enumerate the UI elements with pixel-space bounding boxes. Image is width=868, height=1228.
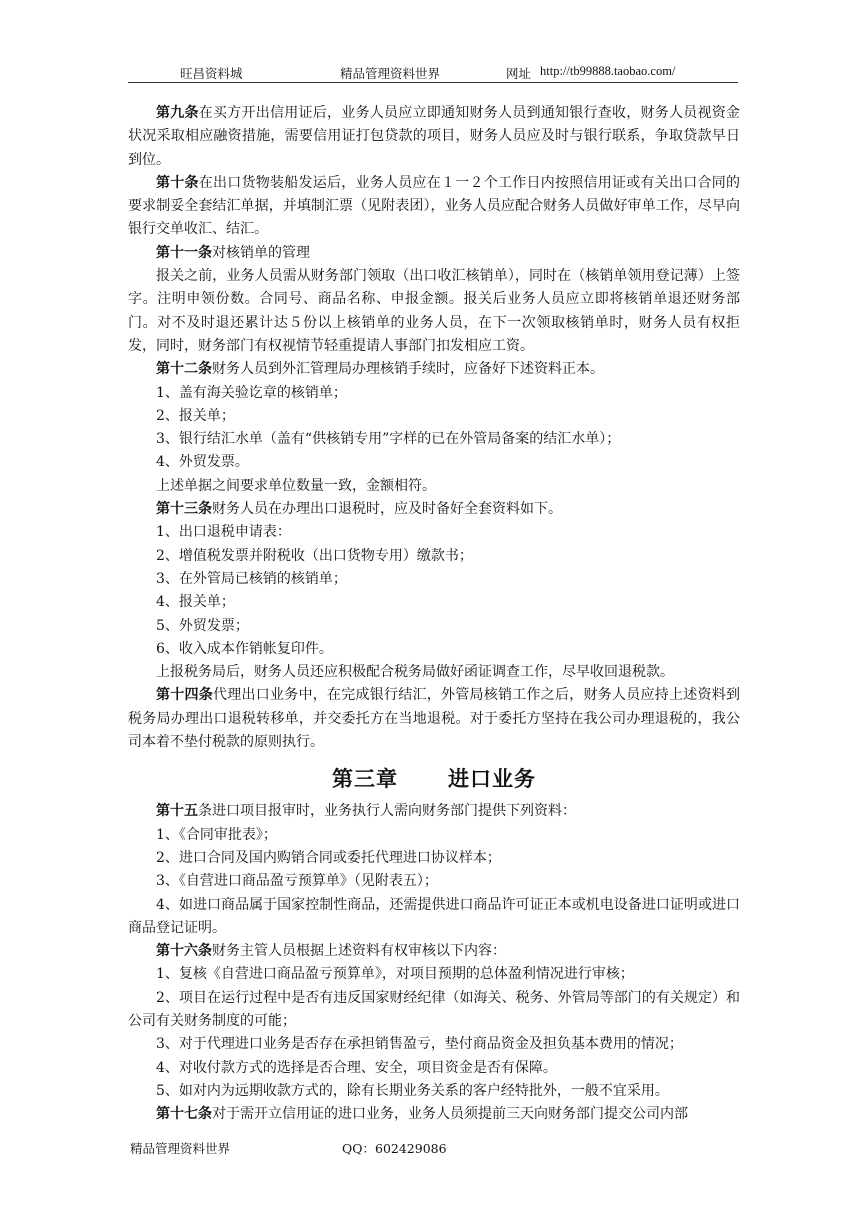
chapter-number: 第三章 [332,766,398,792]
section-export [128,102,740,754]
paragraph-text: 财务主管人员根据上述资料有权审核以下内容： [212,943,506,960]
paragraph [128,568,740,591]
paragraph [128,498,740,521]
paragraph [128,242,740,265]
article-number: 第十五 [156,803,198,820]
paragraph-text: 3、银行结汇水单（盖有“供核销专用”字样的已在外管局备案的结汇水单）； [156,431,621,448]
paragraph-text: 3、《自营进口商品盈亏预算单》（见附表五）； [156,873,438,890]
paragraph-text: 4、如进口商品属于国家控制性商品，还需提供进口商品许可证正本或机电设备进口证明或进口商品登记证明。 [128,896,740,936]
paragraph-text: 上报税务局后，财务人员还应积极配合税务局做好函证调查工作，尽早收回退税款。 [156,664,674,681]
paragraph-text: 4、对收付款方式的选择是否合理、安全，项目资金是否有保障。 [156,1059,557,1076]
paragraph [128,894,740,941]
page-footer [128,1139,738,1159]
paragraph [128,102,740,172]
paragraph-text: 5、外贸发票； [156,617,249,634]
paragraph [128,545,740,568]
footer-qq: QQ：602429086 [342,1141,447,1156]
paragraph-text: 条进口项目报审时，业务执行人需向财务部门提供下列资料： [198,803,576,820]
paragraph [128,591,740,614]
paragraph-text: 2、项目在运行过程中是否有违反国家财经纪律（如海关、税务、外管局等部门的有关规定）和公司有关财务制度的可能； [128,989,740,1029]
paragraph-text: 1、出口退税申请表： [156,524,291,541]
paragraph-text: 4、外贸发票。 [156,454,249,471]
paragraph-text: 财务人员到外汇管理局办理核销手续时，应备好下述资料正本。 [212,361,604,378]
chapter-title: 进口业务 [448,766,536,792]
paragraph [128,428,740,451]
paragraph-text: 1、盖有海关验讫章的核销单； [156,384,347,401]
article-number: 第十七条 [156,1106,212,1123]
header-url[interactable]: http://tb99888.taobao.com/ [540,64,676,78]
paragraph-text: 对核销单的管理 [212,244,310,261]
paragraph-text: 在买方开出信用证后，业务人员应立即通知财务人员到通知银行查收，财务人员视资金状况采取相应融资措施，需要信用证打包贷款的项目，财务人员应及时与银行联系，争取贷款早日到位。 [128,105,740,168]
header-url-label: 网址 [506,66,532,81]
paragraph-text: 财务人员在办理出口退税时，应及时备好全套资料如下。 [212,501,562,518]
header-middle-text: 精品管理资料世界 [340,66,441,81]
article-number: 第十一条 [156,244,212,261]
article-number: 第九条 [156,105,199,121]
paragraph-text: 2、进口合同及国内购销合同或委托代理进口协议样本； [156,849,501,866]
chapter-heading [128,764,740,794]
paragraph [128,824,740,847]
paragraph [128,1080,740,1103]
paragraph [128,1033,740,1056]
paragraph [128,870,740,893]
paragraph [128,963,740,986]
paragraph [128,405,740,428]
paragraph-text: 3、对于代理进口业务是否存在承担销售盈亏，垫付商品资金及担负基本费用的情况； [156,1036,683,1053]
paragraph [128,638,740,661]
article-number: 第十条 [156,174,199,191]
paragraph-text: 3、在外管局已核销的核销单； [156,570,347,587]
header-left-text: 旺昌资料城 [180,66,243,81]
document-body [128,102,740,1126]
paragraph [128,987,740,1034]
paragraph-text: 2、增值税发票并附税收（出口货物专用）缴款书； [156,547,473,564]
paragraph [128,684,740,754]
section-import [128,800,740,1126]
paragraph [128,475,740,498]
paragraph [128,382,740,405]
page-header [128,62,738,83]
paragraph-text: 上述单据之间要求单位数量一致，金额相符。 [156,477,436,494]
paragraph [128,661,740,684]
paragraph-text: 报关之前，业务人员需从财务部门领取（出口收汇核销单），同时在（核销单领用登记薄）上签字。注明申领份数。合同号、商品名称、申报金额。报关后业务人员应立即将核销单退还财务部门。对不及时退还累计达５份以上核销单的业务人员，在下一次领取核销单时，财务人员有权拒发，同时，财务部门有权视情节轻重提请人事部门扣发相应工资。 [128,268,740,354]
paragraph-text: 2、报关单； [156,407,235,424]
paragraph-text: 6、收入成本作销帐复印件。 [156,640,333,657]
paragraph [128,1057,740,1080]
paragraph [128,615,740,638]
paragraph-text: 1、《合同审批表》； [156,826,277,843]
paragraph [128,940,740,963]
paragraph-text: 代理出口业务中，在完成银行结汇，外管局核销工作之后，财务人员应持上述资料到税务局办理出口退税转移单，并交委托方在当地退税。对于委托方坚持在我公司办理退税的，我公司本着不垫付税款的原则执行。 [128,687,740,751]
paragraph [128,521,740,544]
paragraph [128,847,740,870]
paragraph [128,172,740,242]
paragraph [128,1103,740,1126]
paragraph-text: 在出口货物装船发运后，业务人员应在１一２个工作日内按照信用证或有关出口合同的要求制妥全套结汇单据，并填制汇票（见附表团），业务人员应配合财务人员做好审单工作，尽早向银行交单收汇、结汇。 [128,174,740,238]
paragraph [128,358,740,381]
paragraph [128,265,740,358]
paragraph-text: 对于需开立信用证的进口业务，业务人员须提前三天向财务部门提交公司内部 [212,1106,688,1123]
article-number: 第十三条 [156,501,212,518]
paragraph [128,451,740,474]
article-number: 第十六条 [156,943,212,960]
footer-left-text: 精品管理资料世界 [130,1141,231,1156]
article-number: 第十四条 [156,687,213,704]
paragraph [128,800,740,823]
article-number: 第十二条 [156,361,212,378]
paragraph-text: 4、报关单； [156,594,235,611]
paragraph-text: 5、如对内为远期收款方式的，除有长期业务关系的客户经特批外，一般不宜采用。 [156,1082,669,1099]
paragraph-text: 1、复核《自营进口商品盈亏预算单》，对项目预期的总体盈利情况进行审核； [156,966,634,983]
